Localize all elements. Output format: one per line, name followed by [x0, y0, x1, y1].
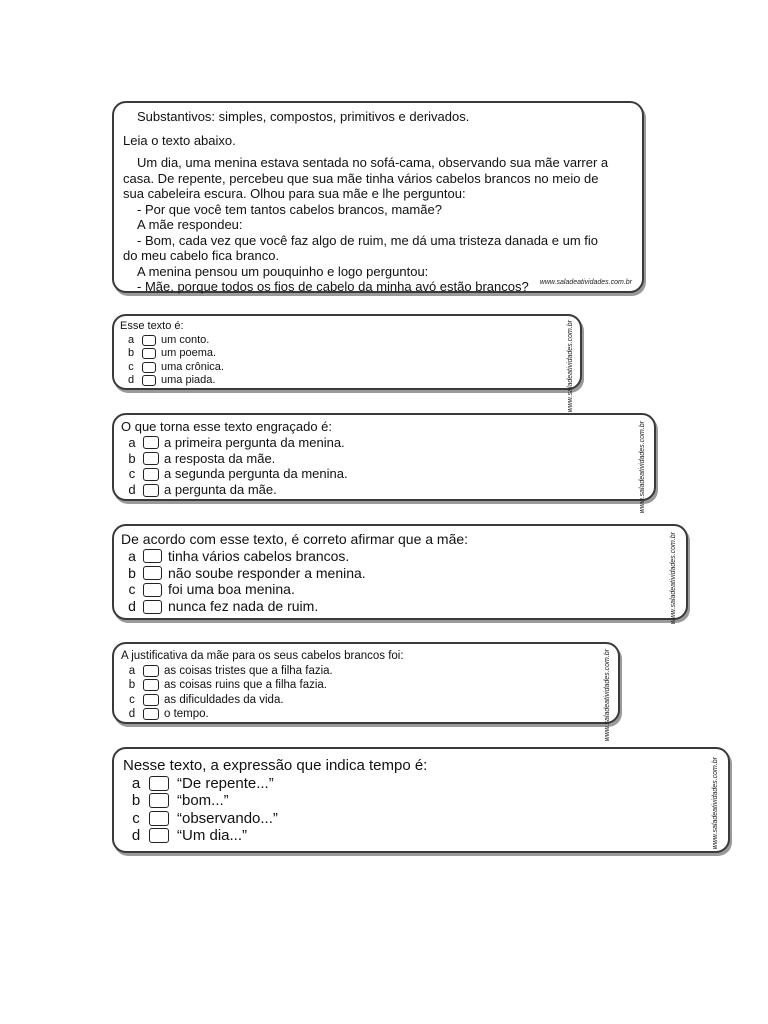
option-letter: c: [128, 466, 136, 482]
option-text: não soube responder a menina.: [168, 564, 366, 581]
option-text: a segunda pergunta da menina.: [164, 466, 348, 482]
question-prompt: O que torna esse texto engraçado é:: [121, 419, 333, 434]
story-line: sua cabeleira escura. Olhou para sua mãe e lhe perguntou:: [123, 186, 466, 201]
answer-checkbox[interactable]: [143, 468, 159, 481]
option-c: [121, 581, 686, 598]
answer-checkbox[interactable]: [142, 348, 156, 359]
instruction-text: Leia o texto abaixo.: [123, 132, 236, 148]
story-line: casa. De repente, percebeu que sua mãe tinha vários cabelos brancos no meio de: [123, 170, 599, 186]
answer-checkbox[interactable]: [143, 583, 162, 597]
option-letter: c: [128, 581, 136, 598]
option-b: [121, 678, 618, 693]
answer-checkbox[interactable]: [149, 776, 169, 791]
option-letter: d: [131, 827, 141, 844]
option-text: a resposta da mãe.: [164, 450, 276, 466]
watermark: www.saladeatividades.com.br: [670, 532, 678, 625]
option-text: tinha vários cabelos brancos.: [168, 547, 350, 564]
option-text: “bom...”: [177, 792, 229, 809]
option-letter: c: [132, 809, 140, 827]
option-b: [121, 451, 654, 467]
answer-checkbox[interactable]: [149, 793, 169, 808]
worksheet-title: Substantivos: simples, compostos, primitivos e derivados.: [137, 109, 470, 124]
option-d: [121, 482, 654, 498]
answer-checkbox[interactable]: [143, 694, 159, 706]
answer-checkbox[interactable]: [142, 335, 156, 346]
option-a: [121, 664, 618, 679]
option-letter: b: [128, 679, 136, 691]
option-a: [123, 775, 728, 793]
question-prompt: Nesse texto, a expressão que indica tempo é:: [123, 757, 428, 774]
option-letter: d: [128, 708, 136, 720]
answer-checkbox[interactable]: [142, 362, 156, 373]
option-d: [121, 598, 686, 615]
option-letter: a: [128, 547, 136, 564]
option-text: as coisas ruins que a filha fazia.: [164, 679, 328, 691]
question-2-box: [112, 413, 656, 514]
option-letter: d: [128, 598, 136, 615]
watermark: www.saladeatividades.com.br: [566, 320, 574, 413]
option-text: um poema.: [161, 347, 217, 359]
answer-checkbox[interactable]: [143, 600, 162, 614]
reading-text-box: [112, 101, 644, 293]
option-b: [123, 792, 728, 810]
answer-checkbox[interactable]: [143, 665, 159, 677]
story-line: - Por que você tem tantos cabelos brancos, mamãe?: [137, 201, 442, 217]
option-letter: a: [128, 434, 136, 450]
story-line: A mãe respondeu:: [137, 217, 243, 232]
answer-checkbox[interactable]: [143, 566, 162, 580]
option-letter: d: [128, 482, 136, 498]
option-b: [121, 565, 686, 582]
answer-checkbox[interactable]: [149, 828, 169, 843]
option-a: [120, 334, 580, 348]
option-text: um conto.: [161, 333, 210, 346]
story-line: Um dia, uma menina estava sentada no sofá-cama, observando sua mãe varrer a: [137, 155, 609, 170]
watermark: www.saladeatividades.com.br: [711, 757, 719, 850]
option-text: as dificuldades da vida.: [164, 693, 284, 706]
option-d: [121, 707, 618, 722]
story-line: - Bom, cada vez que você faz algo de ruim, me dá uma tristeza danada e um fio: [137, 232, 599, 248]
answer-checkbox[interactable]: [143, 484, 159, 497]
option-letter: a: [127, 333, 135, 346]
option-letter: c: [129, 693, 135, 706]
option-text: “Um dia...”: [177, 827, 248, 844]
question-1-box: [112, 314, 582, 413]
answer-checkbox[interactable]: [143, 679, 159, 691]
option-text: “observando...”: [177, 809, 278, 827]
option-letter: b: [128, 450, 136, 466]
option-c: [120, 361, 580, 375]
option-text: o tempo.: [164, 708, 209, 720]
option-text: foi uma boa menina.: [168, 581, 295, 598]
question-4-box: [112, 642, 620, 742]
option-text: uma piada.: [161, 374, 216, 386]
option-text: nunca fez nada de ruim.: [168, 598, 319, 615]
watermark: www.saladeatividades.com.br: [639, 421, 647, 514]
option-letter: b: [127, 347, 135, 359]
option-letter: b: [131, 792, 141, 809]
option-a: [121, 548, 686, 565]
option-text: “De repente...”: [177, 774, 274, 792]
story-line: - Mãe, porque todos os fios de cabelo da minha avó estão brancos?: [137, 279, 529, 294]
option-a: [121, 435, 654, 451]
option-d: [120, 374, 580, 388]
question-5-box: [112, 747, 730, 853]
option-d: [123, 827, 728, 845]
watermark: www.saladeatividades.com.br: [603, 649, 611, 742]
option-b: [120, 347, 580, 361]
option-text: as coisas tristes que a filha fazia.: [164, 664, 333, 677]
question-3-box: [112, 524, 688, 625]
option-letter: a: [131, 774, 141, 792]
answer-checkbox[interactable]: [149, 811, 169, 826]
option-c: [121, 466, 654, 482]
story-line: A menina pensou um pouquinho e logo perguntou:: [137, 263, 429, 279]
option-letter: d: [127, 374, 135, 386]
question-prompt: Esse texto é:: [120, 320, 184, 332]
answer-checkbox[interactable]: [143, 452, 159, 465]
watermark: www.saladeatividades.com.br: [539, 278, 632, 286]
question-prompt: De acordo com esse texto, é correto afirmar que a mãe:: [121, 531, 469, 547]
answer-checkbox[interactable]: [143, 708, 159, 720]
answer-checkbox[interactable]: [143, 549, 162, 563]
option-c: [123, 810, 728, 828]
option-text: a pergunta da mãe.: [164, 482, 277, 498]
option-c: [121, 693, 618, 708]
option-letter: c: [128, 360, 134, 373]
option-letter: b: [128, 564, 136, 581]
option-letter: a: [128, 664, 136, 677]
question-prompt: A justificativa da mãe para os seus cabelos brancos foi:: [121, 650, 404, 662]
option-text: a primeira pergunta da menina.: [164, 434, 345, 450]
option-text: uma crônica.: [161, 360, 224, 373]
story-line: do meu cabelo fica branco.: [123, 248, 280, 263]
answer-checkbox[interactable]: [142, 375, 156, 386]
answer-checkbox[interactable]: [143, 436, 159, 449]
